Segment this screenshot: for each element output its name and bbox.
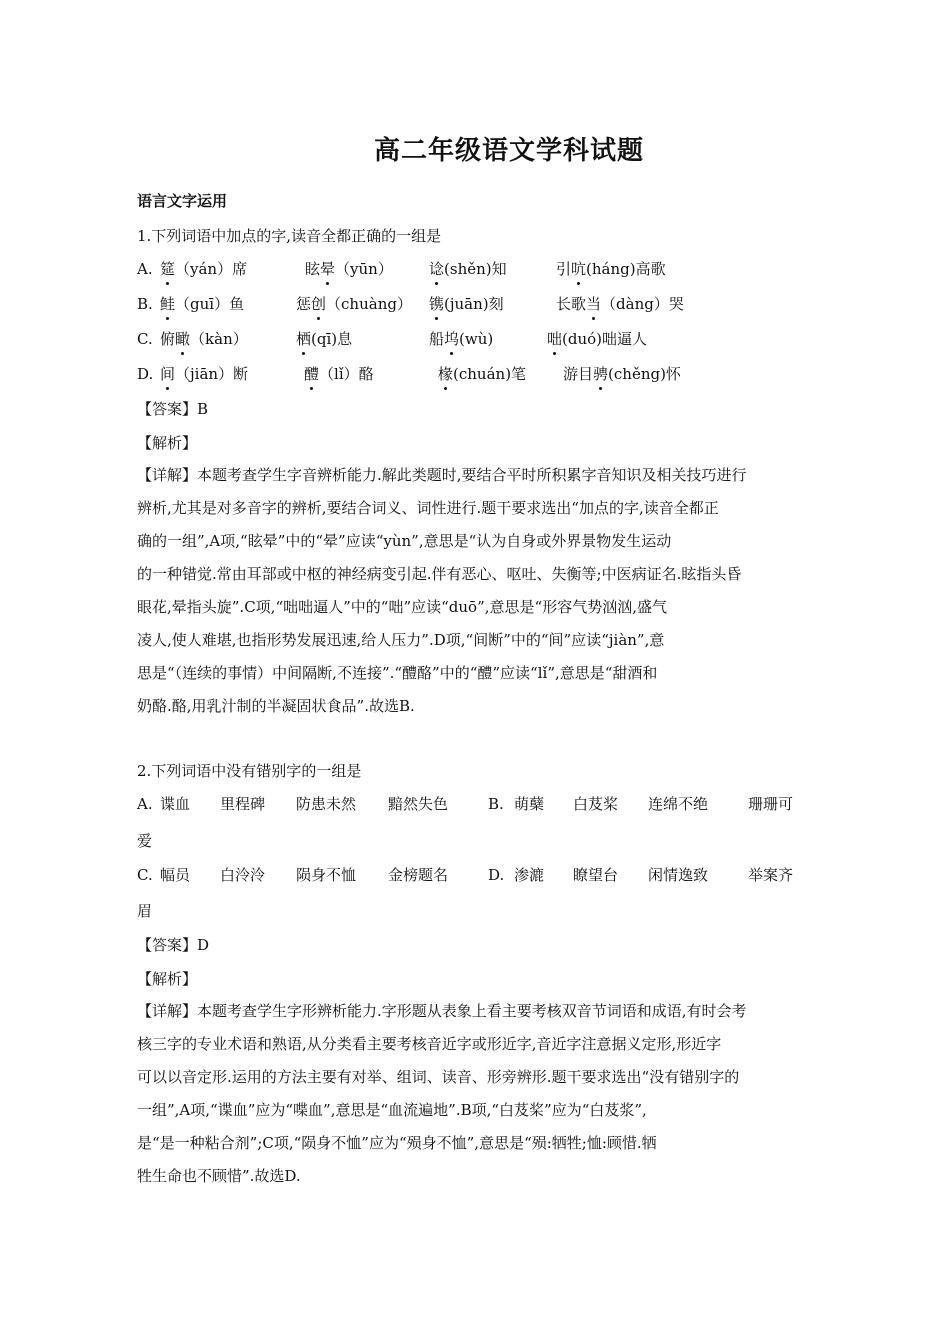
option-item: 谂(shěn)知 <box>429 260 507 278</box>
dotted-char: 当 <box>586 295 602 313</box>
dotted-char: 筵 <box>160 260 176 278</box>
q1-answer: 【答案】B <box>137 400 209 418</box>
option-label: B. <box>488 795 504 813</box>
option-item: 引吭(háng)高歌 <box>556 260 666 278</box>
option-item: 防患未然 <box>296 795 357 813</box>
option-item: 船坞(wù) <box>429 330 494 348</box>
option-item: 萌蘖 <box>514 795 545 813</box>
option-item: 渗漉 <box>514 866 545 884</box>
q2-answer: 【答案】D <box>137 936 210 954</box>
option-item: 栖(qī)息 <box>296 330 353 348</box>
option-item: 金榜题名 <box>388 866 449 884</box>
text-line: 牲生命也不顾惜”.故选D. <box>137 1167 301 1185</box>
dotted-char: 鲑 <box>160 295 176 313</box>
text-line: 辨析,尤其是对多音字的辨析,要结合词义、词性进行.题干要求选出“加点的字,读音全都正 <box>137 499 719 517</box>
option-item: 咄(duó)咄逼人 <box>547 330 648 348</box>
option-item: 里程碑 <box>220 795 266 813</box>
q2-analysis-heading: 【解析】 <box>137 970 198 988</box>
option-label: C. <box>137 330 153 348</box>
option-item: 举案齐 <box>748 866 794 884</box>
text-line: 一组”,A项,“谍血”应为“喋血”,意思是“血流遍地”.B项,“白芨桨”应为“白芨浆”, <box>137 1101 647 1119</box>
option-item-wrap: 眉 <box>137 902 153 920</box>
option-label: B. <box>137 295 153 313</box>
q2-stem: 2.下列词语中没有错别字的一组是 <box>137 762 362 780</box>
option-label: C. <box>137 866 153 884</box>
option-item: 陨身不恤 <box>296 866 357 884</box>
option-label: A. <box>137 260 153 278</box>
dotted-char: 椽 <box>438 365 454 383</box>
dotted-char: 间 <box>160 365 176 383</box>
text-line: 的一种错觉.常由耳部或中枢的神经病变引起.伴有恶心、呕吐、失衡等;中医病证名.眩指头昏 <box>137 565 742 583</box>
option-item: 惩创（chuàng） <box>296 295 412 313</box>
dotted-char: 镌 <box>429 295 445 313</box>
option-item: 筵（yán）席 <box>160 260 248 278</box>
option-item: 眩晕（yūn） <box>305 260 393 278</box>
option-item: 鲑（guī）鱼 <box>160 295 245 313</box>
option-label: D. <box>137 365 154 383</box>
dotted-char: 骋 <box>593 365 609 383</box>
option-label: A. <box>137 795 153 813</box>
text-line: 凌人,使人难堪,也指形势发展迅速,给人压力”.D项,“间断”中的“间”应读“jiàn”,意 <box>137 631 665 649</box>
text-line: 奶酪.酪,用乳汁制的半凝固状食品”.故选B. <box>137 697 415 715</box>
text-line: 可以以音定形.运用的方法主要有对举、组词、读音、形旁辨形.题干要求选出“没有错别字的 <box>137 1068 740 1086</box>
option-item: 幅员 <box>160 866 191 884</box>
dotted-char: 吭 <box>571 260 587 278</box>
option-item: 间（jiān）断 <box>160 365 249 383</box>
option-item-wrap: 爱 <box>137 832 153 850</box>
option-item: 瞭望台 <box>573 866 619 884</box>
option-label: D. <box>488 866 505 884</box>
option-item: 醴（lǐ）酪 <box>304 365 374 383</box>
text-line: 确的一组”,A项,“眩晕”中的“晕”应读“yùn”,意思是“认为自身或外界景物发生运动 <box>137 532 672 550</box>
dotted-char: 谂 <box>429 260 445 278</box>
option-item: 闲情逸致 <box>648 866 709 884</box>
option-item: 镌(juān)刻 <box>429 295 504 313</box>
option-item: 连绵不绝 <box>648 795 709 813</box>
dotted-char: 坞 <box>444 330 460 348</box>
text-line: 核三字的专业术语和熟语,从分类看主要考核音近字或形近字,音近字注意据义定形,形近字 <box>137 1035 722 1053</box>
option-item: 白芨桨 <box>573 795 619 813</box>
option-item: 白泠泠 <box>220 866 266 884</box>
option-item: 椽(chuán)笔 <box>438 365 527 383</box>
q2-detail <box>137 995 817 1193</box>
option-item: 黯然失色 <box>388 795 449 813</box>
dotted-char: 瞰 <box>175 330 191 348</box>
text-line: 【详解】本题考查学生字音辨析能力.解此类题时,要结合平时所积累字音知识及相关技巧进行 <box>137 466 747 484</box>
dotted-char: 醴 <box>304 365 320 383</box>
q1-detail <box>137 459 817 723</box>
dotted-char: 晕 <box>320 260 336 278</box>
text-line: 是“是一种粘合剂”;C项,“陨身不恤”应为“殒身不恤”,意思是“殒:牺牲;恤:顾惜.牺 <box>137 1134 657 1152</box>
dotted-char: 创 <box>311 295 327 313</box>
option-item: 游目骋(chěng)怀 <box>563 365 681 383</box>
dotted-char: 咄 <box>547 330 563 348</box>
option-item: 俯瞰（kàn） <box>160 330 248 348</box>
text-line: 思是“（连续的事情）中间隔断,不连接”.“醴酪”中的“醴”应读“lǐ”,意思是“甜酒和 <box>137 664 658 682</box>
option-item: 谍血 <box>160 795 191 813</box>
q1-stem: 1.下列词语中加点的字,读音全都正确的一组是 <box>137 227 442 245</box>
q1-analysis-heading: 【解析】 <box>137 434 198 452</box>
page-title: 高二年级语文学科试题 <box>373 136 644 166</box>
dotted-char: 栖 <box>296 330 312 348</box>
option-item: 长歌当（dàng）哭 <box>556 295 684 313</box>
text-line: 眼花,晕指头旋”.C项,“咄咄逼人”中的“咄”应读“duō”,意思是“形容气势汹汹,盛气 <box>137 598 667 616</box>
option-item: 珊珊可 <box>748 795 794 813</box>
text-line: 【详解】本题考查学生字形辨析能力.字形题从表象上看主要考核双音节词语和成语,有时会考 <box>137 1002 747 1020</box>
section-heading: 语言文字运用 <box>137 192 228 210</box>
